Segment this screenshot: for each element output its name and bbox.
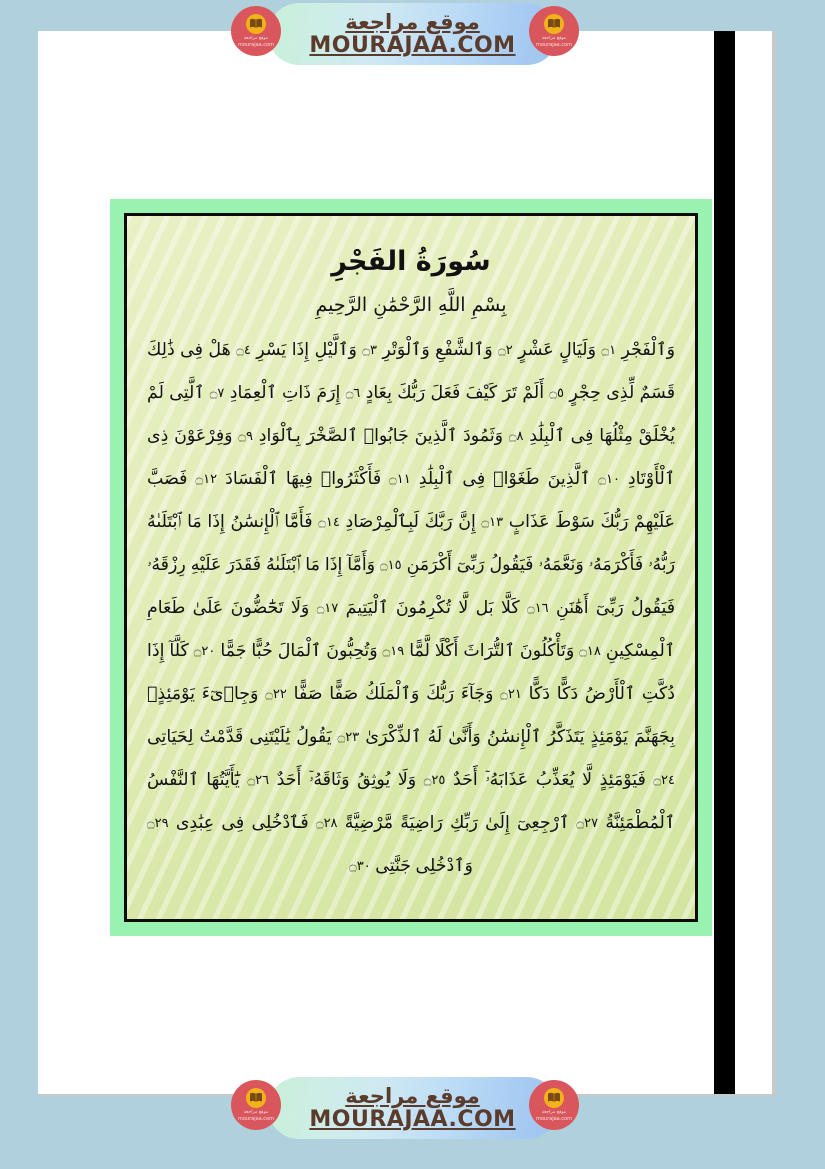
basmalah: بِسْمِ اللَّهِ الرَّحْمَٰنِ الرَّحِيمِ <box>315 294 507 317</box>
ayah-number: ۝٢٣ <box>337 730 360 746</box>
logo-badge-caption-latin: mourajaa.com <box>237 41 274 48</box>
ayah-number: ۝٣٠ <box>349 859 371 875</box>
ayah-text: ٱلَّذِينَ طَغَوْا۟ فِى ٱلْبِلَٰدِ <box>410 469 591 490</box>
site-branding-pill[interactable] <box>268 3 558 65</box>
ayat-body <box>145 329 677 888</box>
quran-page-frame <box>110 199 712 936</box>
ayah-text: فَٱدْخُلِى فِى عِبَٰدِى <box>168 813 309 834</box>
site-logo-badge-right[interactable] <box>529 1080 579 1130</box>
ayah-number: ۝٢٤ <box>653 773 676 789</box>
ayah-text: ٱرْجِعِىٓ إِلَىٰ رَبِّكِ رَاضِيَةً مَّرْضِيَّةً <box>337 813 570 834</box>
ayah-text: وَجِا۟ىٓءَ يَوْمَئِذٍۭ بِجَهَنَّمَ يَوْمَئِذٍ يَتَذَكَّرُ ٱلْإِنسَٰنُ وَأَنَّىٰ لَهُ ٱلذِّكْرَىٰ <box>147 684 676 748</box>
ayah-number: ۝١ <box>601 343 617 359</box>
ayah-text: وَتُحِبُّونَ ٱلْمَالَ حُبًّا جَمًّا <box>215 641 378 662</box>
ayah-number: ۝١٩ <box>382 644 405 660</box>
ayah-text: وَأَمَّآ إِذَا مَا ٱبْتَلَىٰهُ فَقَدَرَ عَلَيْهِ رِزْقَهُۥ فَيَقُولُ رَبِّىٓ أَهَٰنَنِ <box>147 555 676 619</box>
ayah-number: ۝٢١ <box>500 687 522 703</box>
ayah-text: وَلَا يُوثِقُ وَثَاقَهُۥٓ أَحَدٌ <box>269 770 417 791</box>
logo-badge-caption <box>536 1110 572 1122</box>
open-book-icon <box>246 1088 266 1108</box>
logo-badge-caption <box>238 1110 274 1122</box>
footer-banner <box>0 1074 825 1142</box>
ayah-number: ۝٥ <box>549 386 564 402</box>
site-logo-badge-right[interactable] <box>529 6 579 56</box>
ayah-text: يَٰٓأَيَّتُهَا ٱلنَّفْسُ ٱلْمُطْمَئِنَّةُ <box>147 770 676 834</box>
ayah-number: ۝٤ <box>236 343 251 359</box>
ayah-text: وَثَمُودَ ٱلَّذِينَ جَابُوا۟ ٱلصَّخْرَ بِٱلْوَادِ <box>253 426 504 447</box>
surah-title: سُورَةُ الفَجْرِ <box>331 246 491 277</box>
logo-badge-caption-ar: موقع مراجعة <box>243 35 269 41</box>
site-logo-badge-left[interactable] <box>231 6 281 56</box>
ayah-number: ۝١٣ <box>481 515 504 531</box>
ayah-text: وَلَا تَحَٰٓضُّونَ عَلَىٰ طَعَامِ ٱلْمِسْكِينِ <box>147 598 675 662</box>
ayah-number: ۝٧ <box>209 386 225 402</box>
ayah-text: أَلَمْ تَرَ كَيْفَ فَعَلَ رَبُّكَ بِعَادٍ <box>360 383 545 404</box>
ayah-number: ۝٦ <box>345 386 361 402</box>
ayah-text: فَيَوْمَئِذٍ لَّا يُعَذِّبُ عَذَابَهُۥٓ أَحَدٌ <box>445 770 646 791</box>
logo-badge-caption-latin: mourajaa.com <box>535 1115 572 1122</box>
open-book-icon <box>246 14 266 34</box>
open-book-icon <box>544 14 564 34</box>
site-url[interactable]: MOURAJAA.COM <box>309 1106 516 1132</box>
ayah-text: وَفِرْعَوْنَ ذِى ٱلْأَوْتَادِ <box>147 426 675 490</box>
ayah-number: ۝١١ <box>389 472 411 488</box>
logo-badge-caption-latin: mourajaa.com <box>237 1115 274 1122</box>
logo-badge-caption <box>238 36 274 48</box>
quran-page-border <box>124 213 698 922</box>
ayah-text: ٱلَّتِى لَمْ يُخْلَقْ مِثْلُهَا فِى ٱلْبِلَٰدِ <box>147 383 676 447</box>
ayah-text: فَأَكْثَرُوا۟ فِيهَا ٱلْفَسَادَ <box>217 469 382 490</box>
ayah-text: وَٱلْفَجْرِ <box>616 340 676 361</box>
ayah-text: كَلَّآ إِذَا دُكَّتِ ٱلْأَرْضُ دَكًّا دَكًّا <box>147 641 676 705</box>
site-url[interactable]: MOURAJAA.COM <box>309 32 516 58</box>
ayah-number: ۝٢٥ <box>423 773 446 789</box>
ayah-text: إِرَمَ ذَاتِ ٱلْعِمَادِ <box>224 383 341 404</box>
ayah-number: ۝١٥ <box>380 558 402 574</box>
ayah-text: فَأَمَّا ٱلْإِنسَٰنُ إِذَا مَا ٱبْتَلَىٰهُ رَبُّهُۥ فَأَكْرَمَهُۥ وَنَعَّمَهُۥ فَيَقُولُ رَبِّىٓ أَكْرَمَنِ <box>147 512 676 576</box>
ayah-text: فَصَبَّ عَلَيْهِمْ رَبُّكَ سَوْطَ عَذَابٍ <box>147 469 676 533</box>
ayah-number: ۝٢٨ <box>315 816 338 832</box>
site-logo-badge-left[interactable] <box>231 1080 281 1130</box>
ayah-text: وَٱلَّيْلِ إِذَا يَسْرِ <box>250 340 357 361</box>
ayah-text: وَلَيَالٍ عَشْرٍ <box>512 340 596 361</box>
binding-edge-bar <box>714 31 735 1094</box>
ayah-number: ۝٢ <box>498 343 513 359</box>
site-name-arabic: موقع مراجعة <box>345 9 480 34</box>
ayah-text: هَلْ فِى ذَٰلِكَ قَسَمٌ لِّذِى حِجْرٍ <box>147 340 676 404</box>
ayah-number: ۝١٤ <box>318 515 340 531</box>
ayah-number: ۝١٧ <box>316 601 339 617</box>
logo-badge-caption-ar: موقع مراجعة <box>541 35 567 41</box>
ayah-text: إِنَّ رَبَّكَ لَبِٱلْمِرْصَادِ <box>339 512 476 533</box>
ayah-number: ۝٢٦ <box>247 773 270 789</box>
ayah-number: ۝١٠ <box>598 472 620 488</box>
ayah-text: وَٱلشَّفْعِ وَٱلْوَتْرِ <box>376 340 493 361</box>
logo-badge-caption-ar: موقع مراجعة <box>541 1109 567 1115</box>
open-book-icon <box>544 1088 564 1108</box>
ayah-number: ۝١٨ <box>579 644 601 660</box>
site-branding-pill[interactable] <box>268 1077 558 1139</box>
ayah-text: وَتَأْكُلُونَ ٱلتُّرَاثَ أَكْلًا لَّمًّا <box>404 641 575 662</box>
header-banner <box>0 0 825 68</box>
ayah-text: يَقُولُ يَٰلَيْتَنِى قَدَّمْتُ لِحَيَاتِى <box>147 727 332 748</box>
ayah-number: ۝٢٠ <box>193 644 216 660</box>
ayah-number: ۝٨ <box>508 429 524 445</box>
ayah-number: ۝٢٧ <box>576 816 599 832</box>
ayah-number: ۝٢٢ <box>265 687 287 703</box>
ayah-text: وَجَآءَ رَبُّكَ وَٱلْمَلَكُ صَفًّا صَفًّا <box>286 684 494 705</box>
ayah-number: ۝١٢ <box>195 472 218 488</box>
logo-badge-caption-ar: موقع مراجعة <box>243 1109 269 1115</box>
ayah-text: وَٱدْخُلِى جَنَّتِى <box>370 856 473 877</box>
logo-badge-caption <box>536 36 572 48</box>
ayah-number: ۝١٦ <box>527 601 549 617</box>
ayah-number: ۝٩ <box>238 429 253 445</box>
ayah-text: كَلَّا بَل لَّا تُكْرِمُونَ ٱلْيَتِيمَ <box>338 598 520 619</box>
ayah-number: ۝٣ <box>362 343 377 359</box>
ayah-number: ۝٢٩ <box>147 816 169 832</box>
logo-badge-caption-latin: mourajaa.com <box>535 41 572 48</box>
site-name-arabic: موقع مراجعة <box>345 1083 480 1108</box>
